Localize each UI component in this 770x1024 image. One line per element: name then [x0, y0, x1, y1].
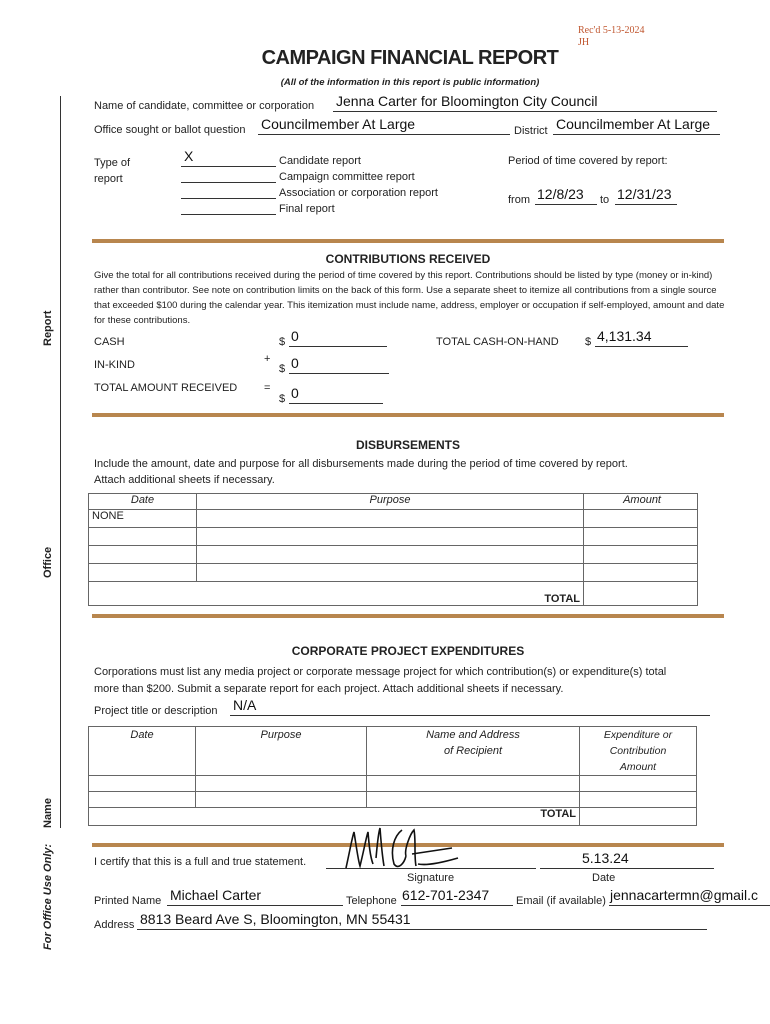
disbursements-instructions-line2: Attach additional sheets if necessary.: [94, 474, 275, 486]
project-title-label: Project title or description: [94, 705, 218, 717]
final-report-check[interactable]: [181, 200, 276, 215]
received-stamp: [578, 25, 645, 49]
certification-statement: I certify that this is a full and true statement.: [94, 856, 307, 868]
total-received-field[interactable]: [289, 387, 383, 404]
period-to-label: to: [600, 194, 610, 206]
total-received-label: TOTAL AMOUNT RECEIVED: [94, 382, 238, 394]
candidate-name-value: Jenna Carter for Bloomington City Council: [336, 93, 598, 109]
address-label: Address: [94, 919, 135, 931]
disbursements-total-label: TOTAL: [197, 582, 584, 606]
column-header-purpose: Purpose: [196, 727, 367, 776]
email-value: jennacartermn@gmail.c: [610, 889, 759, 903]
district-field[interactable]: [553, 118, 720, 135]
signature-label: Signature: [407, 872, 455, 884]
table-cell[interactable]: [580, 792, 697, 808]
cash-on-hand-field[interactable]: [595, 330, 688, 347]
disbursements-instructions: [94, 456, 628, 488]
table-cell[interactable]: [197, 546, 584, 564]
candidate-name-field[interactable]: [333, 95, 717, 112]
table-row: [89, 510, 698, 528]
table-cell[interactable]: [584, 546, 698, 564]
table-header-row: [89, 727, 697, 776]
report-option-candidate: Candidate report: [279, 155, 361, 167]
period-to-field[interactable]: [615, 188, 677, 205]
table-cell[interactable]: [367, 776, 580, 792]
period-to-value: 12/31/23: [617, 186, 672, 202]
period-from-field[interactable]: [535, 188, 597, 205]
report-option-committee: Campaign committee report: [279, 171, 415, 183]
table-cell[interactable]: [197, 510, 584, 528]
district-label: District: [514, 125, 548, 137]
report-type-label: [94, 155, 130, 187]
cash-value: 0: [291, 328, 299, 344]
equals-sign: =: [264, 382, 271, 394]
office-value: Councilmember At Large: [261, 116, 416, 132]
table-row: [89, 564, 698, 582]
inkind-label: IN-KIND: [94, 359, 135, 371]
period-from-value: 12/8/23: [537, 186, 584, 202]
plus-sign: +: [264, 353, 271, 365]
disbursements-instructions-line1: Include the amount, date and purpose for all disbursements made during the period of time covered by report.: [94, 458, 628, 470]
table-cell[interactable]: [580, 776, 697, 792]
table-cell[interactable]: [196, 776, 367, 792]
date-value: 5.13.24: [582, 850, 629, 866]
table-cell[interactable]: [89, 776, 196, 792]
table-row: [89, 528, 698, 546]
table-cell: [89, 582, 197, 606]
table-cell[interactable]: [89, 564, 197, 582]
section-divider: [92, 413, 724, 417]
corporate-table: [88, 726, 697, 826]
table-cell[interactable]: [89, 528, 197, 546]
printed-name-value: Michael Carter: [170, 887, 262, 903]
cash-on-hand-value: 4,131.34: [597, 328, 652, 344]
telephone-field[interactable]: [401, 889, 513, 906]
column-header-date: Date: [89, 727, 196, 776]
office-field[interactable]: [258, 118, 510, 135]
disbursements-heading: DISBURSEMENTS: [355, 438, 460, 452]
stamp-initials: JH: [578, 37, 590, 48]
signature-drawing: [340, 820, 465, 876]
project-title-field[interactable]: [230, 699, 710, 716]
table-cell[interactable]: [196, 792, 367, 808]
table-cell[interactable]: [89, 546, 197, 564]
table-cell[interactable]: [584, 510, 698, 528]
committee-report-check[interactable]: [181, 168, 276, 183]
corporate-heading: CORPORATE PROJECT EXPENDITURES: [291, 644, 525, 658]
side-label-name: Name: [42, 798, 54, 828]
table-cell[interactable]: [89, 792, 196, 808]
corporate-instructions: [94, 664, 728, 698]
telephone-value: 612-701-2347: [402, 887, 490, 903]
corporate-instructions-line1: Corporations must list any media project or corporate message project for which contribution(s) or expenditure(s) total: [94, 666, 667, 678]
project-title-value: N/A: [233, 697, 257, 713]
column-header-date: Date: [89, 494, 197, 510]
corporate-total-label: TOTAL: [367, 808, 580, 826]
period-label: Period of time covered by report:: [508, 155, 668, 167]
column-header-recipient: Name and Address of Recipient: [367, 727, 580, 776]
page-title: CAMPAIGN FINANCIAL REPORT: [261, 47, 559, 69]
candidate-report-check[interactable]: [181, 148, 276, 167]
candidate-name-label: Name of candidate, committee or corporation: [94, 100, 315, 112]
period-from-label: from: [508, 194, 530, 206]
table-cell[interactable]: [367, 792, 580, 808]
contributions-heading: CONTRIBUTIONS RECEIVED: [325, 252, 491, 266]
association-report-check[interactable]: [181, 184, 276, 199]
total-dollar: $: [279, 393, 286, 405]
cash-label: CASH: [94, 336, 125, 348]
cash-on-hand-label: TOTAL CASH-ON-HAND: [436, 336, 559, 348]
date-label: Date: [592, 872, 616, 884]
table-cell[interactable]: [197, 528, 584, 546]
inkind-field[interactable]: [289, 357, 389, 374]
total-received-value: 0: [291, 385, 299, 401]
report-type-label-line1: Type of: [94, 157, 131, 169]
coh-dollar: $: [585, 336, 592, 348]
column-header-amount: Amount: [584, 494, 698, 510]
corporate-total-cell[interactable]: [580, 808, 697, 826]
report-type-label-line2: report: [94, 173, 123, 185]
table-row: [89, 792, 697, 808]
contributions-instructions: Give the total for all contributions received during the period of time covered by this report. Contributions should be listed by type (money or in-kind) rather than contributor. See note on contribution limits on the back of this form. Use a separate sheet to itemize all contributions from a single source that exceeded $100 during the calendar year. This itemization must include name, address, employer or occupation if self-employed, amount and date for these contributions.: [94, 270, 725, 326]
printed-name-label: Printed Name: [94, 895, 162, 907]
email-field[interactable]: [609, 889, 770, 906]
address-value: 8813 Beard Ave S, Bloomington, MN 55431: [140, 911, 411, 927]
telephone-label: Telephone: [346, 895, 397, 907]
date-field[interactable]: [540, 852, 714, 869]
sidebar-line: [60, 96, 61, 828]
report-option-association: Association or corporation report: [279, 187, 438, 199]
inkind-value: 0: [291, 355, 299, 371]
table-header-row: [89, 494, 698, 510]
table-cell: [89, 808, 196, 826]
email-label: Email (if available): [516, 895, 606, 907]
address-field[interactable]: [137, 913, 707, 930]
cash-dollar: $: [279, 336, 286, 348]
total-row: [89, 582, 698, 606]
section-divider: [92, 239, 724, 243]
side-label-report: Report: [42, 310, 54, 346]
page-subtitle: (All of the information in this report is public information): [280, 77, 540, 88]
column-header-purpose: Purpose: [197, 494, 584, 510]
report-type-mark: X: [184, 148, 194, 164]
cash-field[interactable]: [289, 330, 387, 347]
printed-name-field[interactable]: [167, 889, 343, 906]
report-option-final: Final report: [279, 203, 335, 215]
table-row: [89, 776, 697, 792]
table-cell[interactable]: [584, 528, 698, 546]
disbursements-table: [88, 493, 698, 606]
table-cell[interactable]: [584, 564, 698, 582]
office-label: Office sought or ballot question: [94, 124, 246, 136]
side-label-office-use: For Office Use Only:: [42, 843, 54, 950]
table-cell[interactable]: NONE: [89, 510, 197, 528]
column-header-amount: Expenditure or Contribution Amount: [580, 727, 697, 776]
district-value: Councilmember At Large: [556, 116, 711, 132]
stamp-date: Rec'd 5-13-2024: [578, 25, 645, 36]
table-row: [89, 546, 698, 564]
disbursements-total-cell[interactable]: [584, 582, 698, 606]
table-cell[interactable]: [197, 564, 584, 582]
inkind-dollar: $: [279, 363, 286, 375]
side-label-office: Office: [42, 546, 54, 578]
corporate-instructions-line2: more than $200. Submit a separate report for each project. Attach additional sheets if necessary.: [94, 683, 564, 695]
section-divider: [92, 614, 724, 618]
